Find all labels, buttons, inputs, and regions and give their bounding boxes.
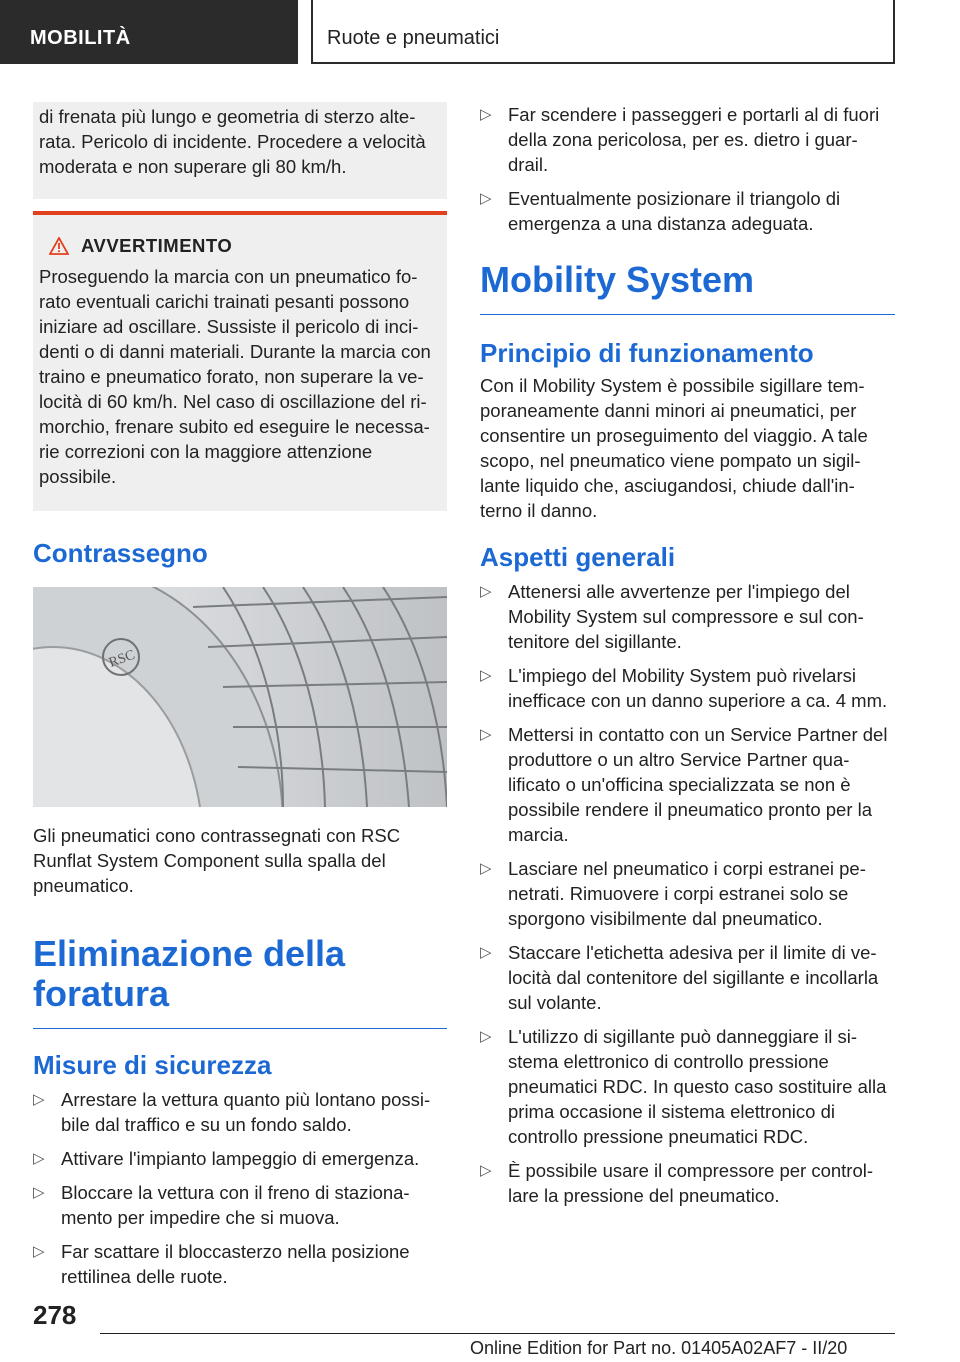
section-tab: MOBILITÀ [0,0,298,64]
right-column [480,102,895,1217]
warning-text: Proseguendo la marcia con un pneumatico fo-rato eventuali carichi trainati pesanti possono iniziare ad oscillare. Sussiste il pericolo di inci-denti o di danni materiali. Durante la marcia con traino e pneumatico forato, non superare la ve-locità di 60 km/h. Nel caso di oscillazione del ri-morchio, frenare subito ed eseguire le necessa-rie correzioni con la maggiore attenzione possibile. [39,266,431,487]
principle-text: Con il Mobility System è possibile sigillare tem-poraneamente danni minori ai pneumatici, per consentire un proseguimento del viaggio. A tale scopo, nel pneumatico viene pompato un sigil-lante liquido che, asciugandosi, chiude dall'in-terno il danno. [480,375,868,521]
tire-illustration [33,587,447,807]
safety-list [33,1087,447,1289]
rsc-mark: RSC [107,647,138,671]
list-item: ▷ Arrestare la vettura quanto più lontano possi-bile dal traffico e su un fondo saldo. [33,1087,447,1137]
general-heading: Aspetti generali [480,542,676,572]
list-item: ▷ Far scattare il bloccasterzo nella posizione rettilinea delle ruote. [33,1239,447,1289]
list-item: ▷ Bloccare la vettura con il freno di staziona-mento per impedire che si muova. [33,1180,447,1230]
list-item: ▷ Attivare l'impianto lampeggio di emergenza. [33,1146,447,1171]
tire-rsc-image [33,587,447,807]
principle-heading: Principio di funzionamento [480,338,814,368]
page-number: 278 [33,1300,77,1330]
warning-heading [39,233,441,258]
list-item: ▷ Staccare l'etichetta adesiva per il limite di ve-locità dal contenitore del sigillante e incollarla sul volante. [480,940,895,1015]
continued-warning-note [33,102,447,199]
list-item: ▷ Attenersi alle avvertenze per l'impiego del Mobility System sul compressore e sul con-tenitore del sigillante. [480,579,895,654]
general-list [480,579,895,1208]
contrassegno-heading: Contrassegno [33,538,208,568]
safety-list-continued [480,102,895,236]
warning-triangle-icon [49,237,69,255]
note-text: di frenata più lungo e geometria di sterzo alte-rata. Pericolo di incidente. Procedere a velocità moderata e non superare gli 80 km/h. [39,106,426,177]
safety-heading: Misure di sicurezza [33,1050,272,1080]
section-title-eliminazione: Eliminazione della foratura [33,934,447,1029]
section-title-mobility: Mobility System [480,260,895,315]
list-item: ▷ L'impiego del Mobility System può rivelarsi inefficace con un danno superiore a ca. 4 mm. [480,663,895,713]
list-item: ▷ Eventualmente posizionare il triangolo di emergenza a una distanza adeguata. [480,186,895,236]
list-item: ▷ L'utilizzo di sigillante può danneggiare il si-stema elettronico di controllo pressione pneumatici RDC. In questo caso sostituire alla prima occasione il sistema elettronico di controllo pressione pneumatici RDC. [480,1024,895,1149]
list-item: ▷ Mettersi in contatto con un Service Partner del produttore o un altro Service Partner qua-lificato o un'officina specializzata se non è possibile rendere il pneumatico pronto per la marcia. [480,722,895,847]
warning-title: AVVERTIMENTO [81,235,233,256]
list-item: ▷ È possibile usare il compressore per control-lare la pressione del pneumatico. [480,1158,895,1208]
footer-divider [100,1333,895,1334]
list-item: ▷ Lasciare nel pneumatico i corpi estranei pe-netrati. Rimuovere i corpi estranei solo se sporgono visibilmente dal pneumatico. [480,856,895,931]
chapter-title: Ruote e pneumatici [311,0,895,64]
list-item: ▷ Far scendere i passeggeri e portarli al di fuori della zona pericolosa, per es. dietro i guar-drail. [480,102,895,177]
warning-box [33,211,447,511]
left-column [33,102,447,1298]
image-caption: Gli pneumatici cono contrassegnati con RSC Runflat System Component sulla spalla del pneumatico. [33,825,401,896]
edition-note: Online Edition for Part no. 01405A02AF7 - II/20 [470,1338,848,1358]
